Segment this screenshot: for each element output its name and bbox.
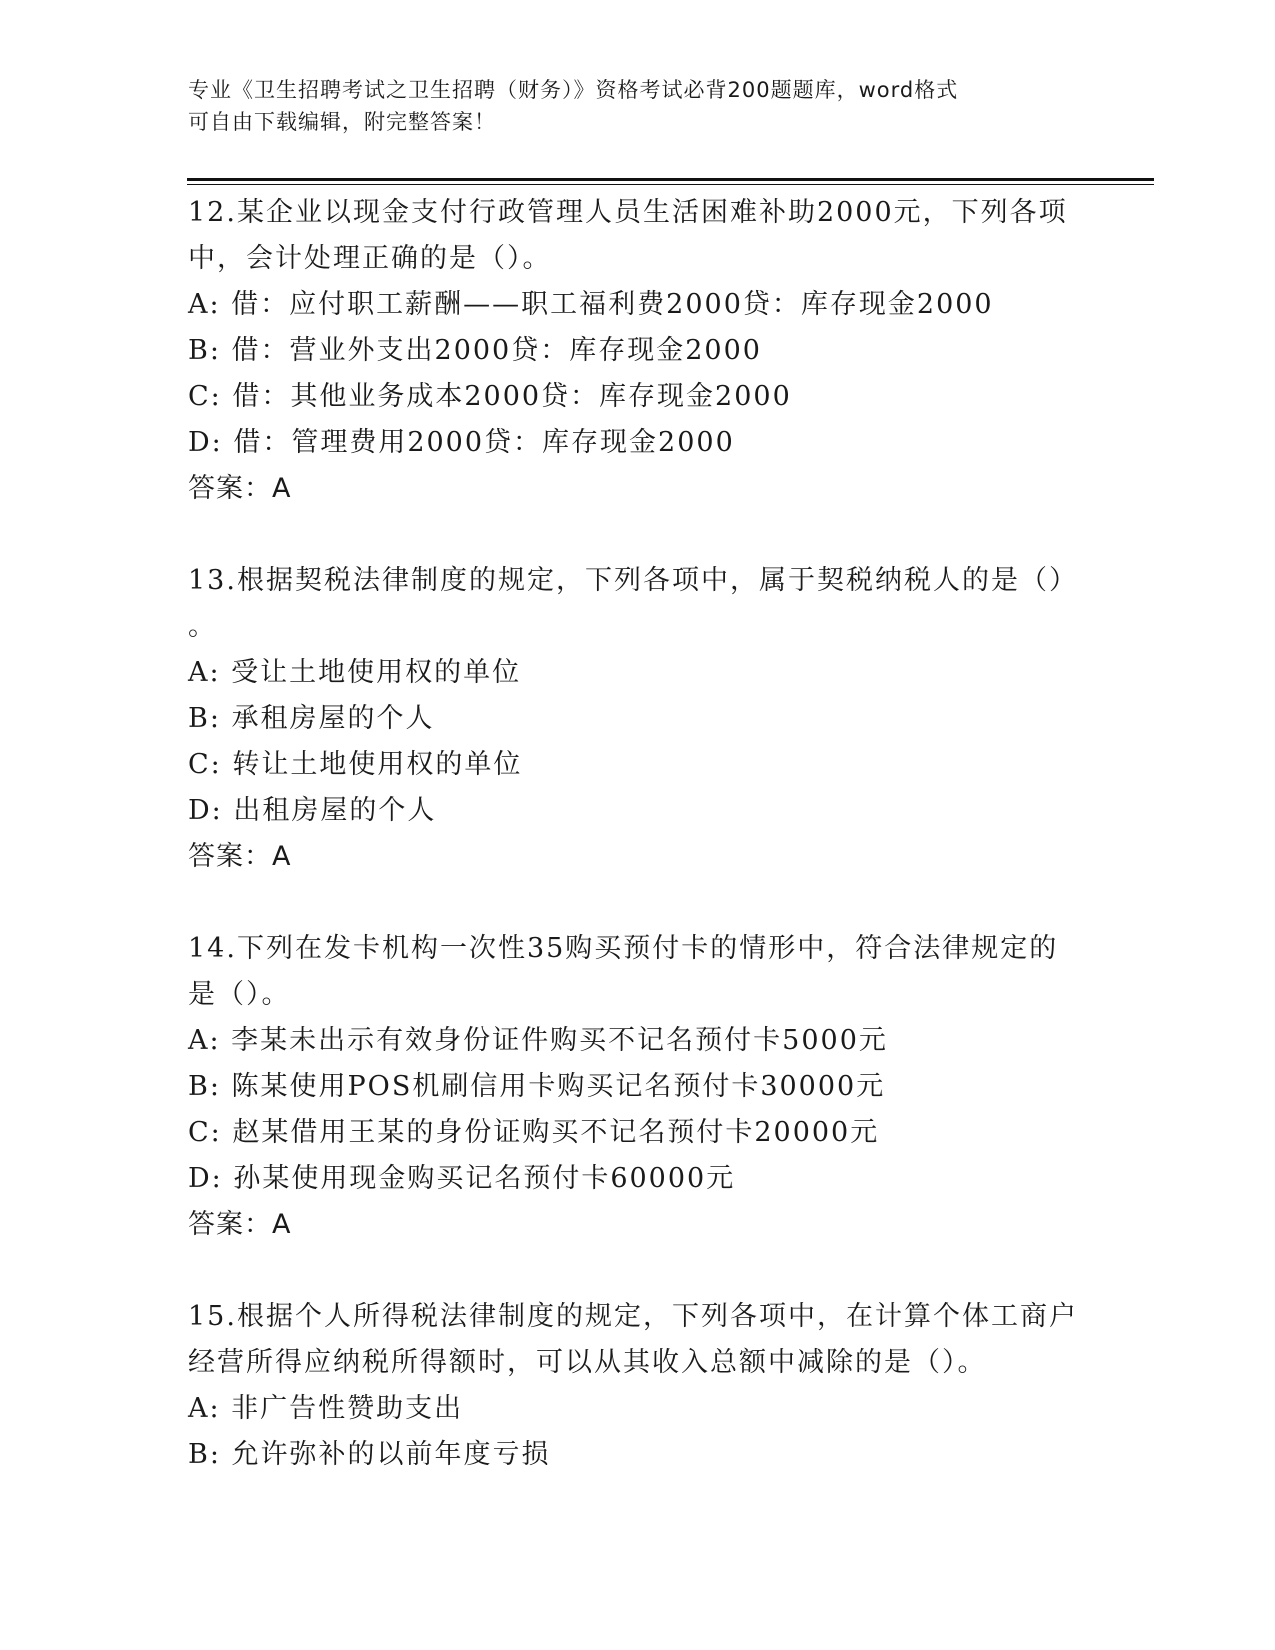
question-12 [188, 190, 1088, 512]
question-text: 经营所得应纳税所得额时，可以从其收入总额中减除的是（）。 [188, 1347, 987, 1378]
option-c: C: 转让土地使用权的单位 [188, 749, 523, 780]
option-b: B: 陈某使用POS机刷信用卡购买记名预付卡30000元 [188, 1071, 886, 1102]
option-d: D: 孙某使用现金购买记名预付卡60000元 [188, 1163, 736, 1194]
header-divider-thick [187, 178, 1154, 181]
option-c: C: 赵某借用王某的身份证购买不记名预付卡20000元 [188, 1117, 880, 1148]
answer: 答案：A [188, 841, 292, 872]
answer: 答案：A [188, 473, 292, 504]
option-a: A: 借：应付职工薪酬——职工福利费2000贷：库存现金2000 [188, 289, 994, 320]
option-b: B: 允许弥补的以前年度亏损 [188, 1439, 551, 1470]
option-c: C: 借：其他业务成本2000贷：库存现金2000 [188, 381, 792, 412]
document-header [188, 74, 1088, 138]
header-line-1: 专业《卫生招聘考试之卫生招聘（财务）》资格考试必背200题题库，word格式 [188, 78, 959, 102]
header-divider-thin [187, 184, 1154, 185]
question-text: 15.根据个人所得税法律制度的规定，下列各项中，在计算个体工商户 [188, 1301, 1078, 1332]
option-a: A: 非广告性赞助支出 [188, 1393, 464, 1424]
question-text: 13.根据契税法律制度的规定，下列各项中，属于契税纳税人的是（） [188, 565, 1078, 596]
question-text: 。 [188, 611, 217, 642]
option-b: B: 借：营业外支出2000贷：库存现金2000 [188, 335, 762, 366]
question-list [188, 190, 1088, 1524]
question-text: 14.下列在发卡机构一次性35购买预付卡的情形中，符合法律规定的 [188, 933, 1059, 964]
question-text: 中，会计处理正确的是（）。 [188, 243, 552, 274]
question-15 [188, 1294, 1088, 1478]
header-line-2: 可自由下载编辑，附完整答案！ [188, 110, 496, 134]
question-text: 12.某企业以现金支付行政管理人员生活困难补助2000元，下列各项 [188, 197, 1068, 228]
option-d: D: 出租房屋的个人 [188, 795, 437, 826]
option-a: A: 受让土地使用权的单位 [188, 657, 522, 688]
question-text: 是（）。 [188, 979, 291, 1010]
question-14 [188, 926, 1088, 1248]
option-b: B: 承租房屋的个人 [188, 703, 435, 734]
answer: 答案：A [188, 1209, 292, 1240]
option-d: D: 借：管理费用2000贷：库存现金2000 [188, 427, 735, 458]
question-13 [188, 558, 1088, 880]
option-a: A: 李某未出示有效身份证件购买不记名预付卡5000元 [188, 1025, 888, 1056]
